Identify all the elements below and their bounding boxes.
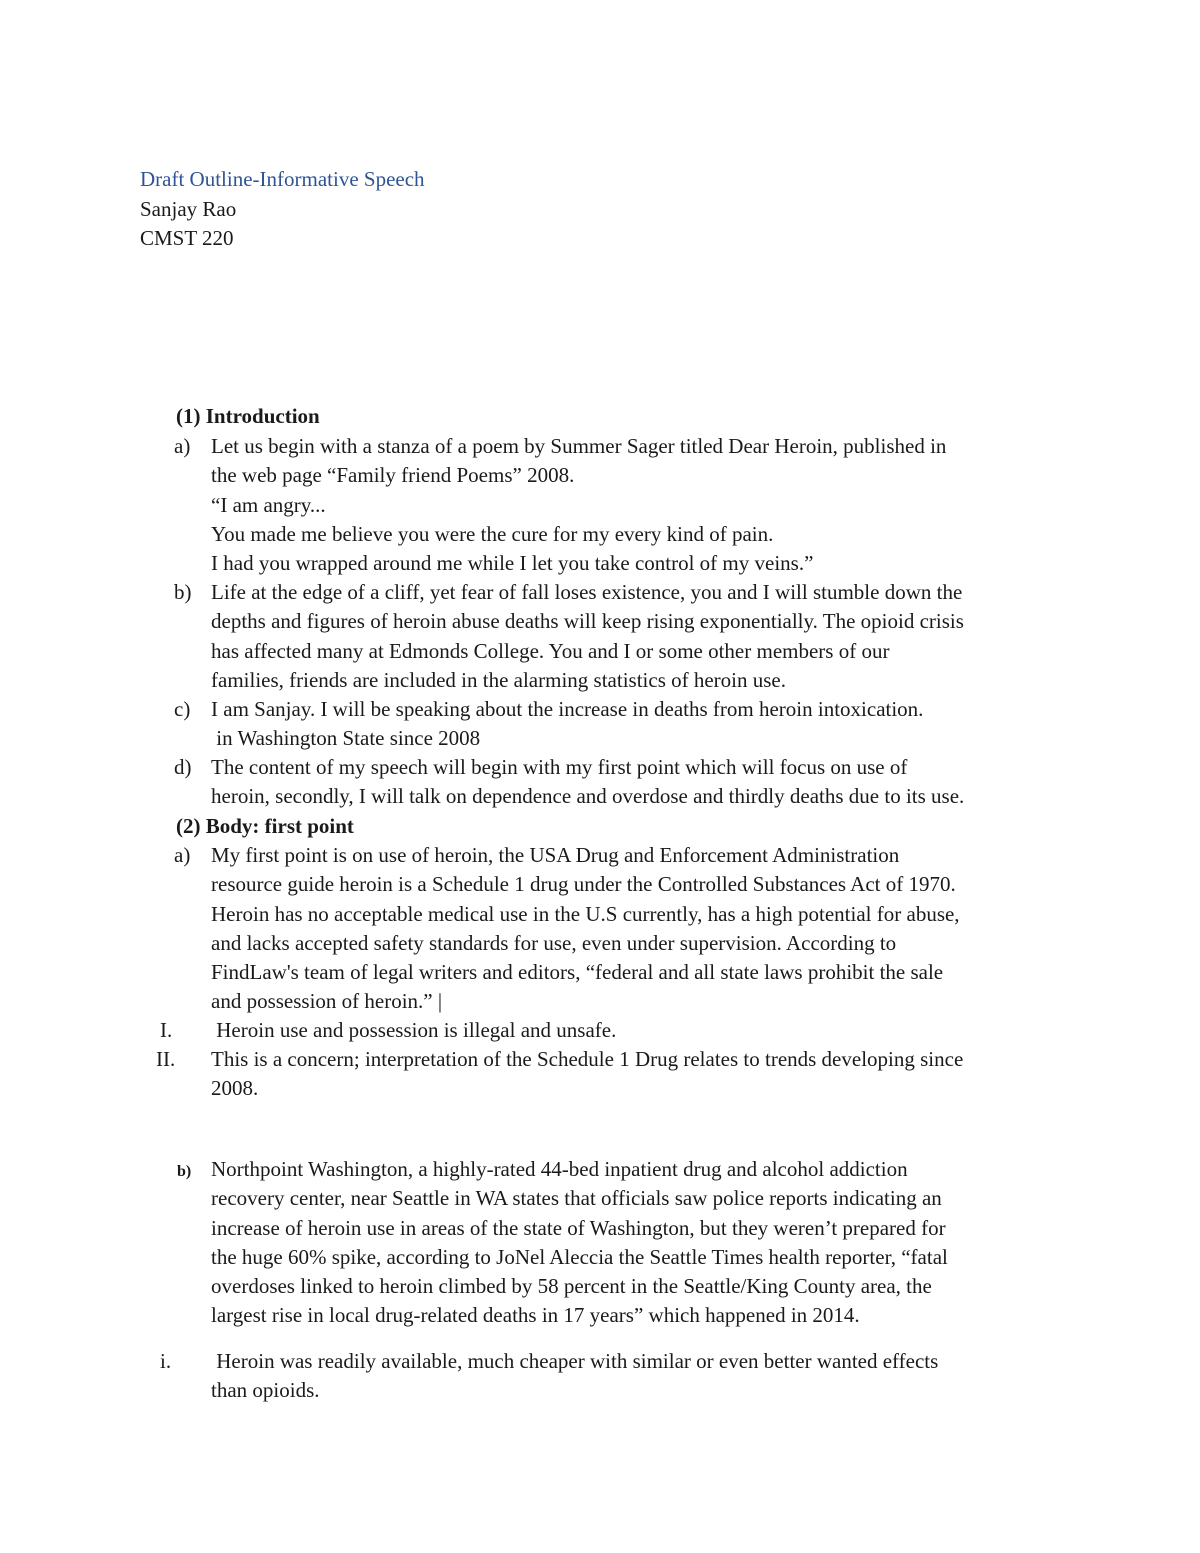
list-item-text [211,753,1071,812]
text-line: recovery center, near Seattle in WA states that officials saw police reports indicating an [211,1186,942,1211]
poem-line: I had you wrapped around me while I let you take control of my veins.” [211,551,814,576]
poem-line: “I am angry... [211,492,326,517]
author-name: Sanjay Rao [140,197,237,221]
list-marker: i. [160,1349,172,1373]
course-code: CMST 220 [140,226,234,250]
list-marker: b) [177,1163,192,1180]
text-line: in Washington State since 2008 [211,726,481,751]
list-marker: c) [174,697,191,721]
list-item-text [211,432,1071,578]
list-item-text [211,1347,1071,1406]
text-line: than opioids. [211,1378,320,1403]
text-line: Let us begin with a stanza of a poem by Summer Sager titled Dear Heroin, published in [211,434,947,458]
poem-line: You made me believe you were the cure for my every kind of pain. [211,521,774,546]
text-line: increase of heroin use in areas of the state of Washington, but they weren’t prepared for [211,1215,946,1240]
text-line: heroin, secondly, I will talk on dependence and overdose and thirdly deaths due to its use. [211,784,965,809]
section-heading-introduction: (1) Introduction [176,404,320,428]
text-line: I am Sanjay. I will be speaking about the increase in deaths from heroin intoxication. [211,697,924,721]
text-line: families, friends are included in the alarming statistics of heroin use. [211,667,786,692]
text-line: has affected many at Edmonds College. You and I or some other members of our [211,638,890,663]
text-line: resource guide heroin is a Schedule 1 drug under the Controlled Substances Act of 1970. [211,872,956,897]
list-marker: II. [156,1047,176,1071]
list-marker: b) [174,580,192,604]
text-line: the huge 60% spike, according to JoNel Aleccia the Seattle Times health reporter, “fatal [211,1244,948,1269]
text-line: depths and figures of heroin abuse deaths will keep rising exponentially. The opioid crisis [211,609,964,634]
list-marker: d) [174,755,192,779]
text-line: My first point is on use of heroin, the USA Drug and Enforcement Administration [211,843,900,867]
text-line: Heroin was readily available, much cheaper with similar or even better wanted effects [211,1349,939,1373]
text-line: Heroin use and possession is illegal and unsafe. [211,1018,617,1042]
text-line: overdoses linked to heroin climbed by 58 percent in the Seattle/King County area, the [211,1274,932,1299]
text-line: The content of my speech will begin with my first point which will focus on use of [211,755,908,779]
text-line: and possession of heroin.” | [211,989,443,1014]
list-item-text [211,578,1071,695]
list-item-text [211,841,1071,1017]
document-title: Draft Outline-Informative Speech [140,167,425,191]
list-item-text [211,1045,1071,1104]
text-line: 2008. [211,1076,259,1101]
list-marker: a) [174,843,191,867]
text-line: FindLaw's team of legal writers and editors, “federal and all state laws prohibit the sale [211,960,944,985]
list-item-text [211,1155,1071,1331]
text-line: and lacks accepted safety standards for use, even under supervision. According to [211,930,897,955]
text-line: This is a concern; interpretation of the Schedule 1 Drug relates to trends developing since [211,1047,964,1071]
text-line: largest rise in local drug-related deaths in 17 years” which happened in 2014. [211,1303,860,1328]
text-line: Life at the edge of a cliff, yet fear of fall loses existence, you and I will stumble down the [211,580,963,604]
list-marker: I. [160,1018,173,1042]
list-item-text [211,1016,1071,1045]
text-line: Heroin has no acceptable medical use in the U.S currently, has a high potential for abuse, [211,901,960,926]
text-line: the web page “Family friend Poems” 2008. [211,463,575,488]
text-line: Northpoint Washington, a highly-rated 44-bed inpatient drug and alcohol addiction [211,1157,908,1181]
section-heading-body: (2) Body: first point [176,814,354,838]
list-item-text [211,695,1071,754]
list-marker: a) [174,434,191,458]
